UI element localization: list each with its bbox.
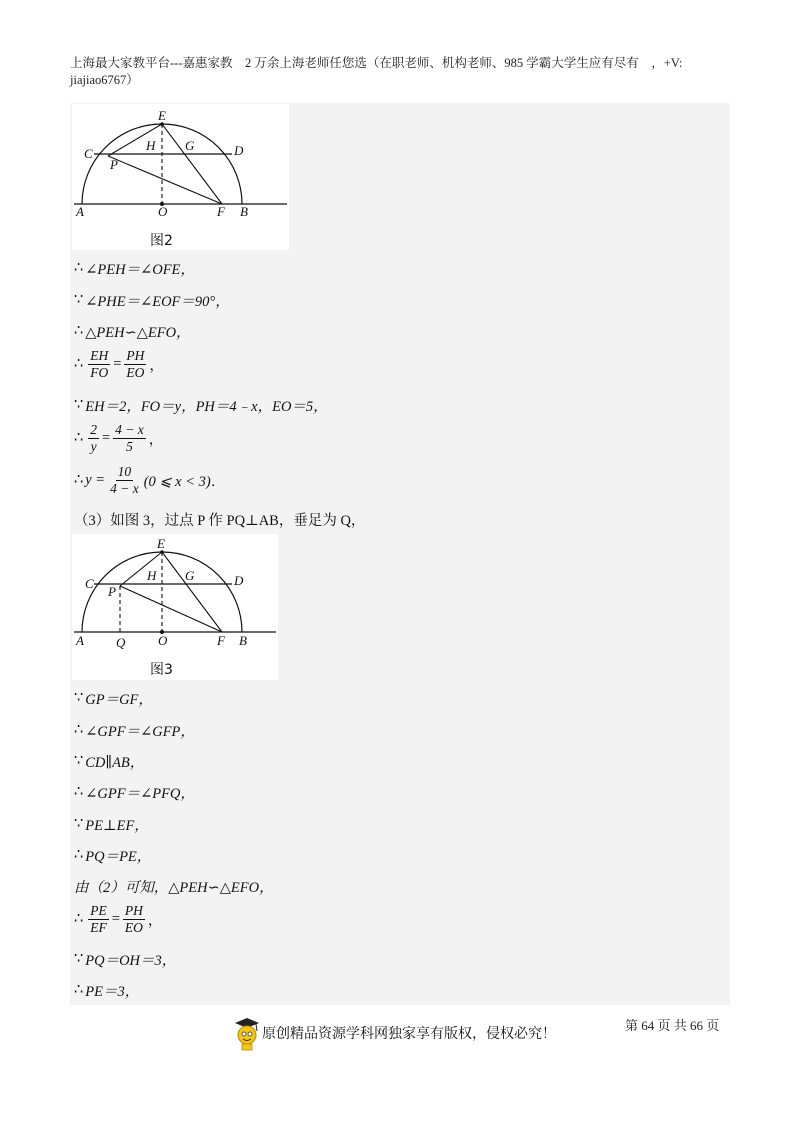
fig2-label-H: H: [146, 138, 156, 153]
proof-line-4: ∴ $\frac{EH}{FO}$ = $\frac{PH}{EO}$ ，: [74, 348, 164, 380]
proof-line-5: ∵ EH＝2，FO＝y，PH＝4﹣x，EO＝5，: [74, 397, 328, 415]
fraction: $\frac{PH}{EO}$: [126, 348, 145, 380]
proof-line-8: （3）如图 3，过点 P 作 PQ⊥AB，垂足为 Q，: [74, 513, 366, 529]
fig3-label-E: E: [157, 536, 165, 551]
fraction: $\frac{4 - x}{5}$: [115, 422, 144, 454]
fig2-label-A: A: [76, 204, 84, 219]
figure-3: [72, 534, 278, 680]
fraction: $\frac{PE}{EF}$: [90, 903, 107, 935]
proof-line-1: ∴ ∠PEH＝∠OFE，: [74, 260, 195, 278]
proof-line-16: ∴ $\frac{PE}{EF}$ = $\frac{PH}{EO}$ ，: [74, 903, 163, 935]
fig2-label-P: P: [110, 157, 118, 172]
figure-2: [72, 104, 289, 250]
fig2-label-G: G: [185, 138, 195, 153]
proof-line-7: ∴ y = $\frac{10}{4 - x}$ (0 ⩽ x < 3)．: [74, 464, 226, 496]
fig3-label-G: G: [185, 568, 195, 583]
copyright-notice: 原创精品资源学科网独家享有版权，侵权必究！: [262, 1026, 556, 1042]
fig3-label-D: D: [234, 573, 244, 588]
proof-line-6: ∴ $\frac{2}{y}$ = $\frac{4 - x}{5}$ ，: [74, 422, 164, 454]
page-current: 64: [641, 1018, 655, 1033]
fig2-label-E: E: [158, 108, 166, 123]
proof-line-12: ∴ ∠GPF＝∠PFQ，: [74, 784, 195, 802]
fig2-label-B: B: [240, 204, 248, 219]
fraction: $\frac{2}{y}$: [90, 422, 97, 454]
fig2-label-C: C: [84, 146, 93, 161]
fig3-label-P: P: [108, 584, 116, 599]
proof-line-3: ∴ △PEH∽△EFO，: [74, 323, 191, 341]
fig3-label-F: F: [217, 633, 225, 648]
fig3-label-A: A: [76, 633, 84, 648]
figure-2-caption: 图2: [150, 233, 173, 249]
fig3-label-B: B: [239, 633, 247, 648]
proof-line-10: ∴ ∠GPF＝∠GFP，: [74, 722, 195, 740]
fig3-label-O: O: [158, 633, 168, 648]
fig3-label-H: H: [147, 568, 157, 583]
proof-line-17: ∵ PQ＝OH＝3，: [74, 951, 177, 969]
header-line-2: jiajiao6767）: [70, 73, 139, 87]
proof-line-18: ∴ PE＝3，: [74, 982, 140, 1000]
figure-3-caption: 图3: [150, 662, 173, 678]
proof-line-11: ∵ CD∥AB，: [74, 753, 145, 771]
proof-line-14: ∴ PQ＝PE，: [74, 847, 152, 865]
fig2-label-D: D: [234, 143, 244, 158]
proof-line-9: ∵ GP＝GF，: [74, 690, 153, 708]
fig2-label-O: O: [158, 204, 168, 219]
fig2-label-F: F: [217, 204, 225, 219]
proof-line-2: ∵ ∠PHE＝∠EOF＝90°，: [74, 292, 230, 310]
proof-line-15: 由（2）可知，△PEH∽△EFO，: [74, 880, 274, 896]
fraction: $\frac{EH}{FO}$: [90, 348, 109, 380]
page-total: 66: [690, 1018, 704, 1033]
fig3-label-Q: Q: [116, 635, 126, 650]
figure-3-diagram: [72, 534, 278, 680]
fraction: $\frac{10}{4 - x}$: [110, 464, 139, 496]
page-header: [70, 55, 730, 89]
header-line-1: 上海最大家教平台---嘉惠家教 2 万余上海老师任您选（在职老师、机构老师、985 学霸大学生应有尽有 ，+V:: [70, 56, 683, 70]
fraction: $\frac{PH}{EO}$: [124, 903, 143, 935]
proof-line-13: ∵ PE⊥EF，: [74, 816, 149, 834]
fig3-label-C: C: [85, 576, 94, 591]
figure-2-diagram: [72, 104, 289, 250]
page-number: 第 64 页 共 66 页: [625, 1018, 720, 1033]
scholar-mascot-icon: [234, 1017, 260, 1056]
